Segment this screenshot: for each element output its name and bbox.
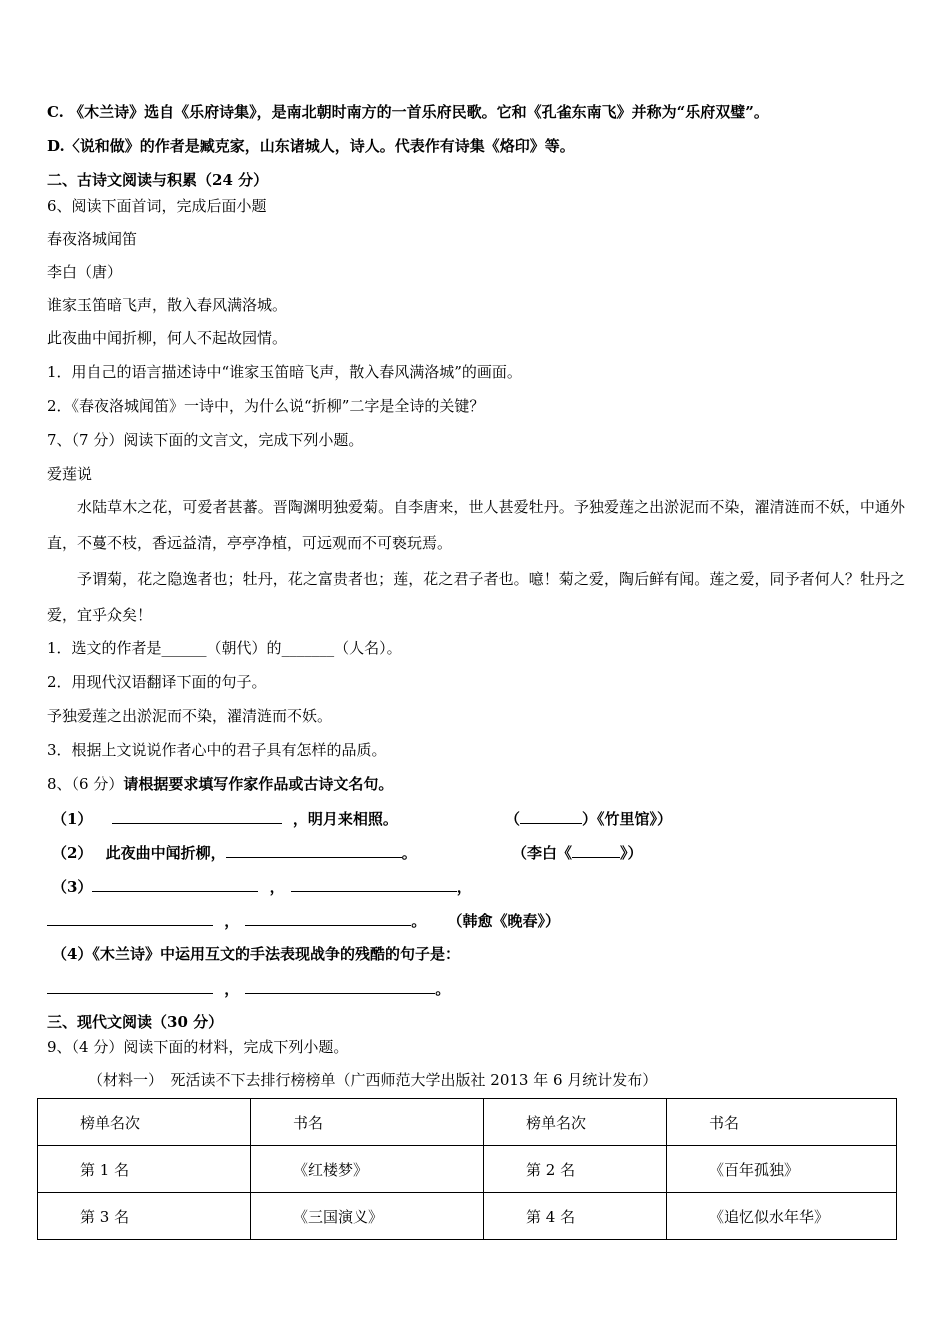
q7-stem: 7、（7 分）阅读下面的文言文，完成下列小题。: [47, 431, 364, 449]
fill-blank[interactable]: [572, 842, 620, 858]
fill-blank[interactable]: [245, 910, 411, 926]
poem-line-1: 谁家玉笛暗飞声，散入春风满洛城。: [47, 296, 288, 314]
table-header-row: [38, 1099, 897, 1146]
fill-blank[interactable]: [245, 978, 435, 994]
table-cell: 《百年孤独》: [667, 1146, 897, 1193]
material-caption: （材料一） 死活读不下去排行榜榜单（广西师范大学出版社 2013 年 6 月统计发布）: [88, 1071, 658, 1089]
table-row: [38, 1146, 897, 1193]
option-c: C. 《木兰诗》选自《乐府诗集》，是南北朝时南方的一首乐府民歌。它和《孔雀东南飞》并称为“乐府双璧”。: [47, 103, 769, 121]
q8-item-2-source: （李白《 》）: [512, 844, 643, 862]
q6-sub1: 1．用自己的语言描述诗中“谁家玉笛暗飞声，散入春风满洛城”的画面。: [47, 363, 522, 381]
fill-blank[interactable]: [226, 842, 402, 858]
passage-title: 爱莲说: [47, 465, 93, 483]
table-header-cell: 榜单名次: [484, 1099, 667, 1146]
q7-sub2-sentence: 予独爱莲之出淤泥而不染，濯清涟而不妖。: [47, 707, 333, 725]
q9-stem: 9、（4 分）阅读下面的材料，完成下列小题。: [47, 1038, 349, 1056]
fill-blank[interactable]: [520, 808, 582, 824]
q8-item-4: （4）《木兰诗》中运用互文的手法表现战争的残酷的句子是：: [52, 945, 460, 963]
q8-item-3-line2: ， 。 （韩愈《晚春》）: [47, 910, 560, 931]
q6-sub2: 2．《春夜洛城闻笛》一诗中，为什么说“折柳”二字是全诗的关键？: [47, 397, 485, 415]
fill-blank[interactable]: [47, 910, 213, 926]
table-cell: 第 4 名: [484, 1193, 667, 1240]
section3-heading: 三、现代文阅读（30 分）: [47, 1013, 224, 1031]
q8-item-1: （1） ，明月来相照。: [52, 810, 398, 828]
passage-paragraph-1: 水陆草木之花，可爱者甚蕃。晋陶渊明独爱菊。自李唐来，世人甚爱牡丹。予独爱莲之出淤泥而不染，濯清涟而不妖，中通外直，不蔓不枝，香远益清，亭亭净植，可远观而不可亵玩焉。: [47, 498, 905, 552]
fill-blank[interactable]: [291, 876, 457, 892]
passage-paragraph-2: 予谓菊，花之隐逸者也；牡丹，花之富贵者也；莲，花之君子者也。噫！菊之爱，陶后鲜有闻。莲之爱，同予者何人？牡丹之爱，宜乎众矣！: [47, 570, 905, 624]
table-header-cell: 书名: [251, 1099, 484, 1146]
table-cell: 第 3 名: [38, 1193, 251, 1240]
poem-author: 李白（唐）: [47, 263, 123, 281]
q7-sub1: 1．选文的作者是______（朝代）的_______（人名）。: [47, 639, 402, 657]
poem-line-2: 此夜曲中闻折柳，何人不起故园情。: [47, 329, 288, 347]
table-header-cell: 书名: [667, 1099, 897, 1146]
fill-blank[interactable]: [112, 808, 282, 824]
q7-sub3: 3．根据上文说说作者心中的君子具有怎样的品质。: [47, 741, 387, 759]
ranking-table: [37, 1098, 897, 1240]
q8-item-2: （2） 此夜曲中闻折柳， 。: [52, 844, 417, 862]
q8-stem: 8、（6 分）请根据要求填写作家作品或古诗文名句。: [47, 775, 394, 793]
q8-item-1-source: （ ）《竹里馆》）: [505, 810, 673, 828]
poem-title: 春夜洛城闻笛: [47, 230, 138, 248]
table-cell: 第 2 名: [484, 1146, 667, 1193]
table-row: [38, 1193, 897, 1240]
table-cell: 《追忆似水年华》: [667, 1193, 897, 1240]
table-header-cell: 榜单名次: [38, 1099, 251, 1146]
q8-item-3-line1: （3） ， ，: [52, 878, 472, 896]
table-cell: 《三国演义》: [251, 1193, 484, 1240]
q8-item-4-answer: ， 。: [47, 978, 450, 999]
fill-blank[interactable]: [47, 978, 213, 994]
option-d: D.〈说和做》的作者是臧克家，山东诸城人，诗人。代表作有诗集《烙印》等。: [47, 137, 575, 155]
q7-sub2: 2．用现代汉语翻译下面的句子。: [47, 673, 267, 691]
table-cell: 《红楼梦》: [251, 1146, 484, 1193]
table-cell: 第 1 名: [38, 1146, 251, 1193]
section2-heading: 二、古诗文阅读与积累（24 分）: [47, 171, 269, 189]
q6-stem: 6、阅读下面首词，完成后面小题: [47, 197, 267, 215]
fill-blank[interactable]: [92, 876, 258, 892]
